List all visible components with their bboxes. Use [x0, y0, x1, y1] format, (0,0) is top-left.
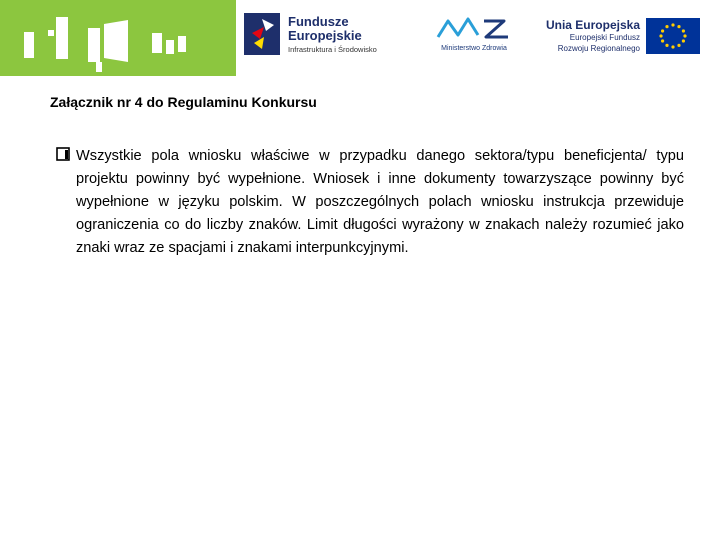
eu-logo-line3: Rozwoju Regionalnego	[557, 44, 640, 53]
eu-logo-line1: Unia Europejska	[545, 18, 640, 32]
funds-logo	[242, 5, 418, 67]
funds-star-icon	[244, 13, 284, 61]
bullet-text: Wszystkie pola wniosku właściwe w przypadku danego sektora/typu beneficjenta/ typu projektu powinny być wypełnione. Wniosek i inne dokumenty towarzyszące powinny być wypełnione w języku polskim. W poszczególnych polach wniosku instrukcja przewiduje ograniczenia co do liczby znaków. Limit długości wyrażony w znakach należy rozumieć jako znaki wraz ze spacjami i znakami interpunkcyjnymi.	[76, 148, 684, 256]
funds-logo-line1: Fundusze	[288, 14, 349, 29]
document-title: Załącznik nr 4 do Regulaminu Konkursu	[50, 94, 317, 110]
funds-logo-line3: Infrastruktura i Środowisko	[288, 45, 377, 54]
eu-logo-text	[536, 18, 640, 54]
decorative-green-pattern	[0, 0, 236, 76]
funds-logo-line2: Europejskie	[288, 28, 362, 43]
ministry-logo-caption: Ministerstwo Zdrowia	[441, 45, 507, 52]
eu-logo-line2: Europejski Fundusz	[569, 33, 640, 42]
logo-strip	[236, 5, 714, 67]
ministry-logo	[428, 5, 520, 67]
checkbox-square-icon	[56, 147, 76, 260]
eu-flag-icon	[646, 18, 700, 54]
eu-logo	[536, 5, 708, 67]
ministry-mz-mark-icon	[428, 7, 520, 47]
header-banner	[0, 0, 720, 76]
bullet-item	[56, 145, 688, 260]
funds-logo-text	[288, 15, 377, 54]
